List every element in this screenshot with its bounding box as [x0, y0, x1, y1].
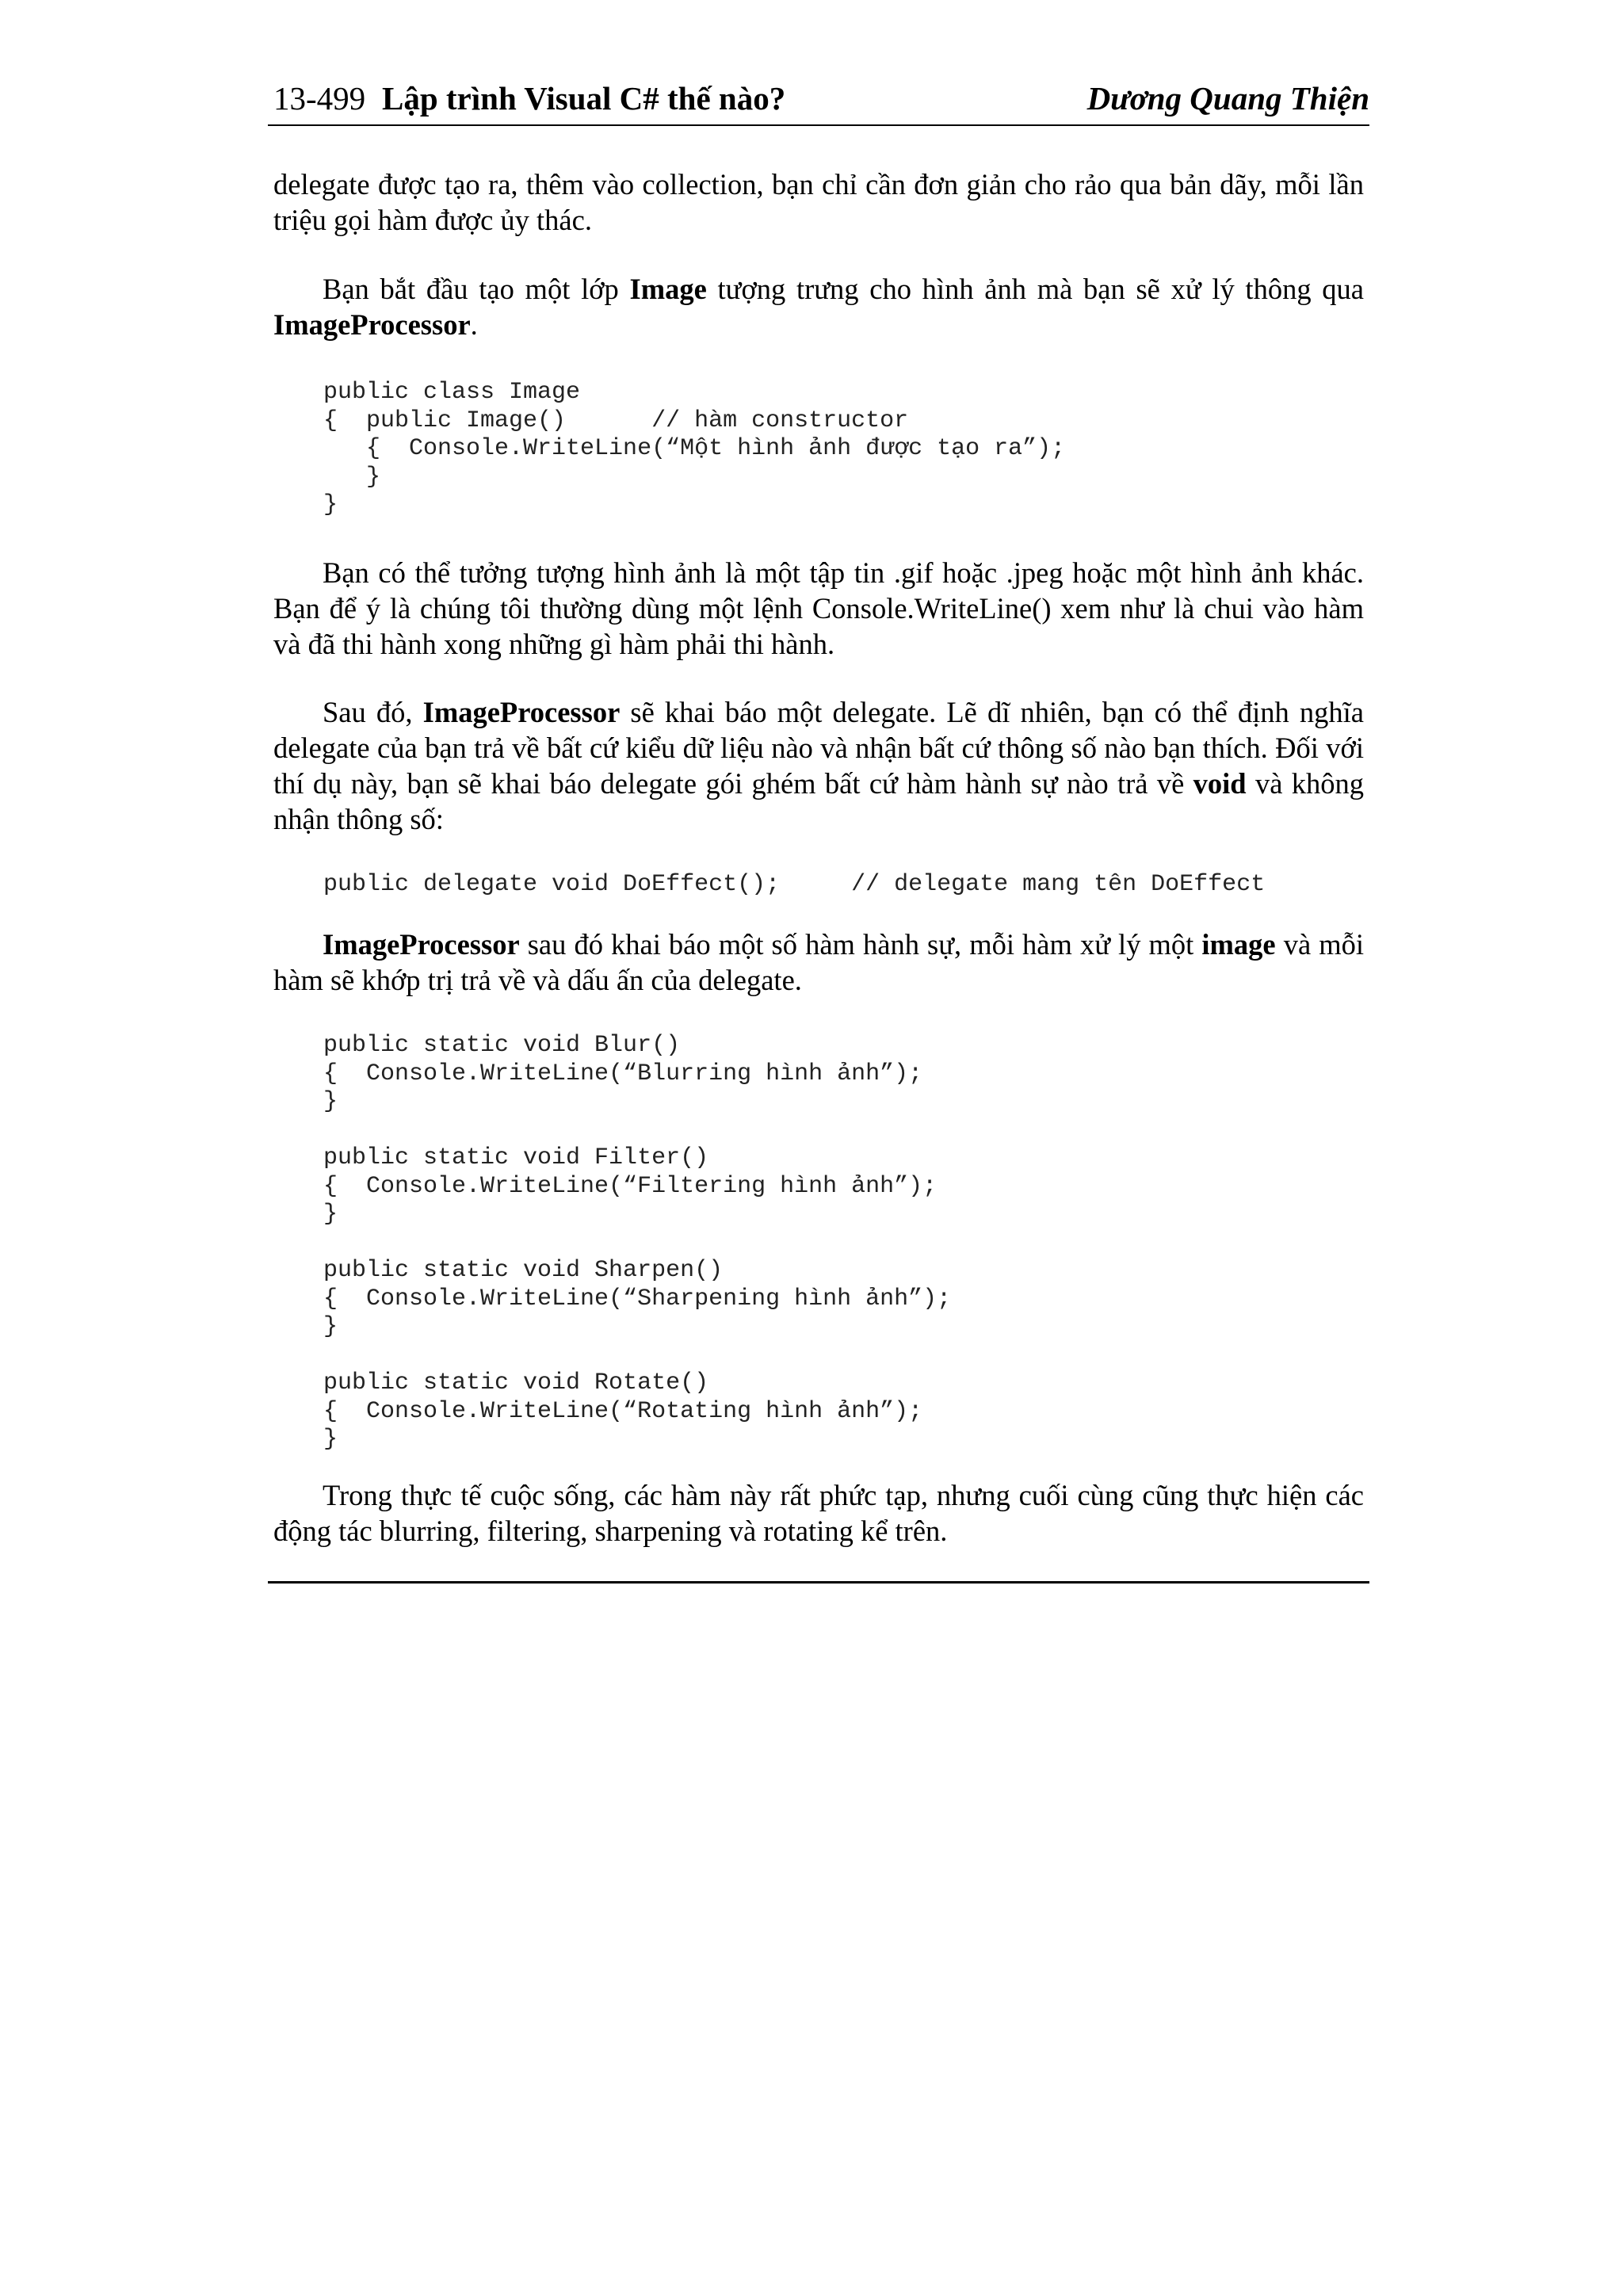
text-run: sẽ khai báo một delegate. Lẽ dĩ nhiên, bạn có thể định nghĩa delegate của bạn trả về bất cứ kiểu dữ liệu nào và nhận bất cứ thông số nào bạn thích. Đối với thí dụ này, bạn sẽ khai báo delegate gói ghém bất cứ hàm hành sự nào trả về: [273, 696, 1365, 800]
paragraph-delegate-intro: [273, 694, 1364, 837]
paragraph-methods-intro: [273, 926, 1364, 998]
bold-term: ImageProcessor: [422, 696, 621, 728]
paragraph-image-class-intro: [273, 271, 1364, 342]
page-header: [273, 79, 1369, 124]
text-run: .: [470, 308, 478, 341]
paragraph-continuation: [273, 166, 1364, 238]
footer-rule: [268, 1581, 1369, 1584]
bold-term: void: [1193, 767, 1247, 800]
paragraph-text: Trong thực tế cuộc sống, các hàm này rất phức tạp, nhưng cuối cùng cũng thực hiện các động tác blurring, filtering, sharpening và rotating kể trên.: [273, 1479, 1364, 1547]
text-run: và mỗi hàm sẽ khớp trị trả về và dấu ấn của delegate.: [273, 928, 1364, 996]
text-run: tượng trưng cho hình ảnh mà bạn sẽ xử lý thông qua: [706, 273, 1364, 305]
text-run: Bạn bắt đầu tạo một lớp: [323, 273, 630, 305]
bold-term: Image: [629, 273, 707, 305]
bold-term: image: [1201, 928, 1276, 961]
paragraph-text: delegate được tạo ra, thêm vào collection, bạn chỉ cần đơn giản cho rảo qua bản dãy, mỗi lần triệu gọi hàm được ủy thác.: [273, 168, 1364, 236]
bold-term: ImageProcessor: [323, 928, 520, 961]
page-number: 13-499: [273, 80, 366, 117]
code-delegate-declaration: public delegate void DoEffect(); // delegate mang tên DoEffect: [323, 871, 1266, 898]
code-image-class: public class Image { public Image() // hàm constructor { Console.WriteLine(“Một hình ảnh được tạo ra”); } }: [323, 379, 1066, 518]
code-effect-methods: public static void Blur() { Console.WriteLine(“Blurring hình ảnh”); } public static void Filter() { Console.WriteLine(“Filtering hình ảnh”); } public static void Sharpen() { Console.WriteLine(“Sharpening hình ảnh”); } public static void Rotate() { Console.WriteLine(“Rotating hình ảnh”); }: [323, 1032, 952, 1453]
text-run: sau đó khai báo một số hàm hành sự, mỗi hàm xử lý một: [519, 928, 1202, 961]
paragraph-image-description: [273, 555, 1364, 662]
author-name: Dương Quang Thiện: [1086, 80, 1369, 117]
paragraph-text: Bạn có thể tưởng tượng hình ảnh là một tập tin .gif hoặc .jpeg hoặc một hình ảnh khác. Bạn để ý là chúng tôi thường dùng một lệnh Console.WriteLine() xem như là chui vào hàm và đã thi hành xong những gì hàm phải thi hành.: [273, 556, 1364, 660]
header-rule: [268, 124, 1369, 126]
text-run: và không nhận thông số:: [273, 767, 1364, 835]
paragraph-conclusion: [273, 1477, 1364, 1549]
bold-term: ImageProcessor: [273, 308, 471, 341]
book-title: Lập trình Visual C# thế nào?: [382, 80, 786, 117]
text-run: Sau đó,: [323, 696, 423, 728]
